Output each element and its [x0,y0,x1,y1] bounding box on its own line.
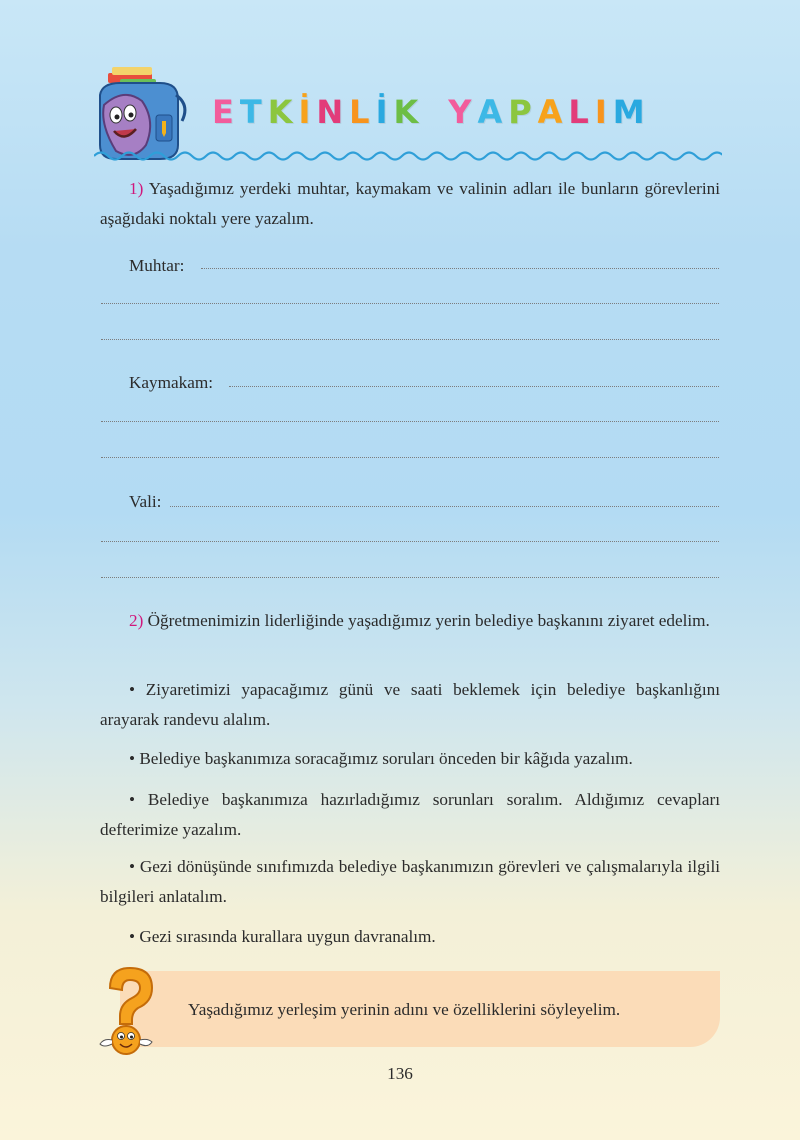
bullet-item: • Belediye başkanımıza hazırladığımız sorunları soralım. Aldığımız cevapları defterimize yazalım. [100,790,720,839]
title-word-etkinlik [212,93,424,131]
title-word-yapalim [448,93,650,131]
bullet-item: • Ziyaretimizi yapacağımız günü ve saati beklemek için belediye başkanlığını arayarak randevu alalım. [100,680,720,729]
title-letter: İ [375,93,394,131]
page-number: 136 [387,1064,413,1083]
title-letter: A [537,93,569,131]
vali-answer-line-2[interactable] [101,541,719,542]
title-letter: P [508,93,538,131]
title-letter: İ [298,93,317,131]
title-letter: L [349,93,376,131]
title-letter: E [212,93,240,131]
kaymakam-answer-line-3[interactable] [101,457,719,458]
muhtar-answer-line-3[interactable] [101,339,719,340]
kaymakam-answer-line-2[interactable] [101,421,719,422]
activity-2-text: Öğretmenimizin liderliğinde yaşadığımız yerin belediye başkanını ziyaret edelim. [147,611,710,630]
bullet-item: • Gezi dönüşünde sınıfımızda belediye başkanımızın görevleri ve çalışmalarıyla ilgili bilgileri anlatalım. [100,857,720,906]
activity-2-number: 2) [129,611,144,630]
activity-1-instruction [100,174,720,234]
title-letter: A [477,93,509,131]
bullet-item: • Gezi sırasında kurallara uygun davranalım. [129,927,436,946]
question-text: Yaşadığımız yerleşim yerinin adını ve özelliklerini söyleyelim. [188,1000,621,1019]
title-letter: N [316,93,350,131]
title-letter: Y [448,93,478,131]
vali-label: Vali: [129,492,162,511]
muhtar-label: Muhtar: [129,256,185,275]
title-letter: M [612,93,651,131]
vali-answer-line-3[interactable] [101,577,719,578]
muhtar-answer-line[interactable] [201,268,719,269]
activity-2-instruction [100,606,720,636]
title-letter: K [267,93,299,131]
kaymakam-label: Kaymakam: [129,373,213,392]
title-letter: K [393,93,425,131]
title-letter: I [594,93,613,131]
activity-1-text: Yaşadığımız yerdeki muhtar, kaymakam ve valinin adları ile bunların görevlerini aşağıdaki noktalı yere yazalım. [100,179,720,228]
activity-title [212,93,651,131]
vali-answer-line[interactable] [170,506,719,507]
activity-1-number: 1) [129,179,144,198]
question-mark-mascot-icon [96,964,162,1060]
muhtar-answer-line-2[interactable] [101,303,719,304]
kaymakam-answer-line[interactable] [229,386,719,387]
title-letter: L [568,93,595,131]
title-letter: T [239,93,268,131]
bullet-item: • Belediye başkanımıza soracağımız soruları önceden bir kâğıda yazalım. [129,749,633,768]
wavy-divider [94,148,722,164]
